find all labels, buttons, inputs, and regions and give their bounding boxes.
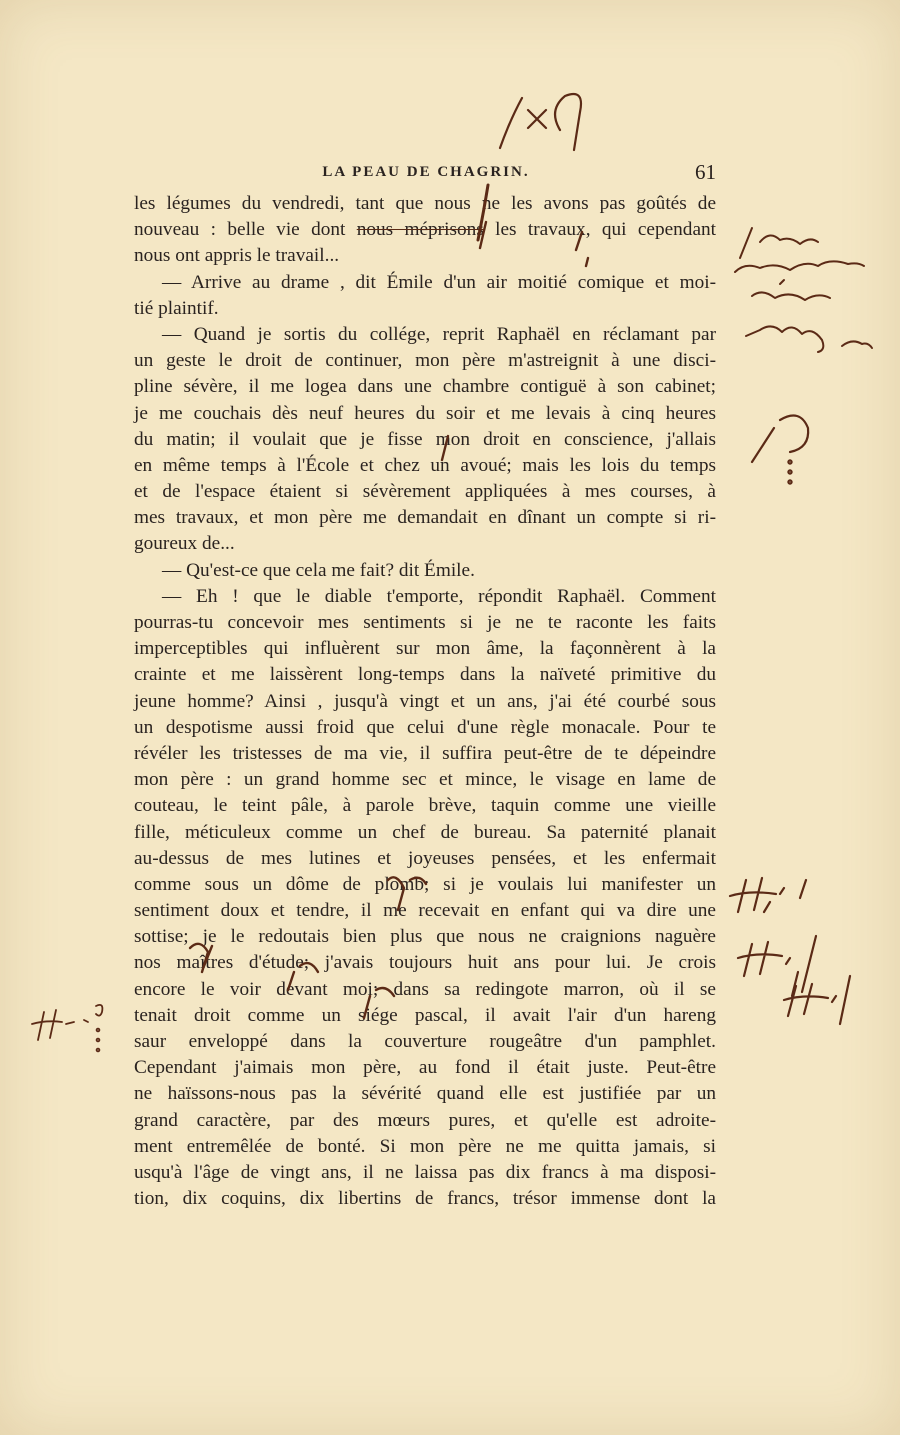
text-line: couteau, le teint pâle, à parole brève, taquin comme une vieille	[134, 795, 716, 817]
text-segment: nouveau : belle vie dont	[134, 219, 357, 241]
struck-text: nous méprisons	[356, 219, 484, 241]
margin-note-right-top	[735, 228, 872, 352]
text-line: — Quand je sortis du collége, reprit Raphaël en réclamant par	[162, 323, 716, 345]
text-line: tion, dix coquins, dix libertins de francs, trésor immense dont la	[134, 1188, 716, 1210]
text-line: Cependant j'aimais mon père, au fond il était juste. Peut-être	[134, 1057, 716, 1079]
text-line: ne haïssons-nous pas la sévérité quand elle est justifiée par un	[134, 1083, 716, 1105]
text-line: pourras-tu concevoir mes sentiments si je ne te raconte les faits	[134, 612, 716, 633]
text-line: je me couchais dès neuf heures du soir et me levais à cinq heures	[134, 402, 716, 424]
margin-marks-right-lower	[730, 878, 850, 1024]
text-line: mon père : un grand homme sec et mince, le visage en lame de	[134, 769, 716, 791]
running-title: LA PEAU DE CHAGRIN.	[322, 164, 530, 180]
text-line: un despotisme aussi froid que celui d'une règle monacale. Pour te	[134, 716, 716, 738]
text-line: nos maîtres d'étude; j'avais toujours huit ans pour lui. Je crois	[134, 952, 716, 974]
text-line: pline sévère, il me logea dans une chambre contiguë à son cabinet;	[134, 376, 716, 398]
text-line: du matin; il voulait que je fisse mon droit en conscience, j'allais	[134, 428, 716, 450]
text-line: encore le voir devant moi; dans sa redingote marron, où il se	[134, 978, 716, 1000]
text-line: un geste le droit de continuer, mon père m'astreignit à une disci-	[134, 350, 716, 372]
text-line-with-deletion	[134, 217, 716, 243]
text-line: saur enveloppé dans la couverture rougeâtre d'un pamphlet.	[134, 1031, 716, 1052]
text-line: crainte et me laissèrent long-temps dans la naïveté primitive du	[134, 664, 716, 686]
text-line: les légumes du vendredi, tant que nous ne les avons pas goûtés de	[134, 193, 716, 214]
margin-query-right	[752, 416, 808, 484]
margin-mark-left	[32, 1005, 102, 1052]
text-block	[134, 191, 716, 1212]
text-line: ment entremêlée de bonté. Si mon père ne me quitta jamais, si	[134, 1135, 716, 1157]
text-line: tié plaintif.	[134, 297, 219, 319]
page-number: 61	[695, 160, 716, 184]
text-line: sottise; je le redoutais bien plus que nous ne craignions naguère	[134, 926, 716, 948]
text-line: — Qu'est-ce que cela me fait? dit Émile.	[162, 559, 475, 581]
text-line: nous ont appris le travail...	[134, 245, 340, 267]
text-line: au-dessus de mes lutines et joyeuses pensées, et les enfermait	[134, 847, 716, 869]
text-line: en même temps à l'École et chez un avoué; mais les lois du temps	[134, 454, 716, 476]
text-line: sentiment doux et tendre, il me recevait en enfant qui va dire une	[134, 900, 716, 922]
text-line: — Eh ! que le diable t'emporte, répondit Raphaël. Comment	[162, 585, 716, 607]
text-line: — Arrive au drame , dit Émile d'un air moitié comique et moi-	[162, 271, 716, 293]
text-line: grand caractère, par des mœurs pures, et qu'elle est adroite-	[134, 1109, 716, 1131]
text-line: et de l'espace étaient si sévèrement appliquées à mes courses, à	[134, 481, 716, 503]
text-segment: les travaux, qui cependant	[483, 219, 716, 241]
text-line: jeune homme? Ainsi , jusqu'à vingt et un ans, j'ai été courbé sous	[134, 690, 716, 712]
text-line: tenait droit comme un siége pascal, il avait l'air d'un hareng	[134, 1004, 716, 1026]
text-line: révéler les tristesses de ma vie, il suffira peut-être de te dépeindre	[134, 742, 716, 764]
text-line: fille, méticuleux comme un chef de bureau. Sa paternité planait	[134, 821, 716, 843]
text-line: mes travaux, et mon père me demandait en dînant un compte si ri-	[134, 507, 716, 529]
text-line: imperceptibles qui influèrent sur mon âme, la façonnèrent à la	[134, 638, 716, 660]
text-line: comme sous un dôme de plomb; si je voulais lui manifester un	[134, 873, 716, 895]
running-head	[136, 160, 716, 186]
text-line: goureux de...	[134, 533, 235, 555]
text-line: usqu'à l'âge de vingt ans, il ne laissa pas dix francs à ma disposi-	[134, 1161, 716, 1183]
